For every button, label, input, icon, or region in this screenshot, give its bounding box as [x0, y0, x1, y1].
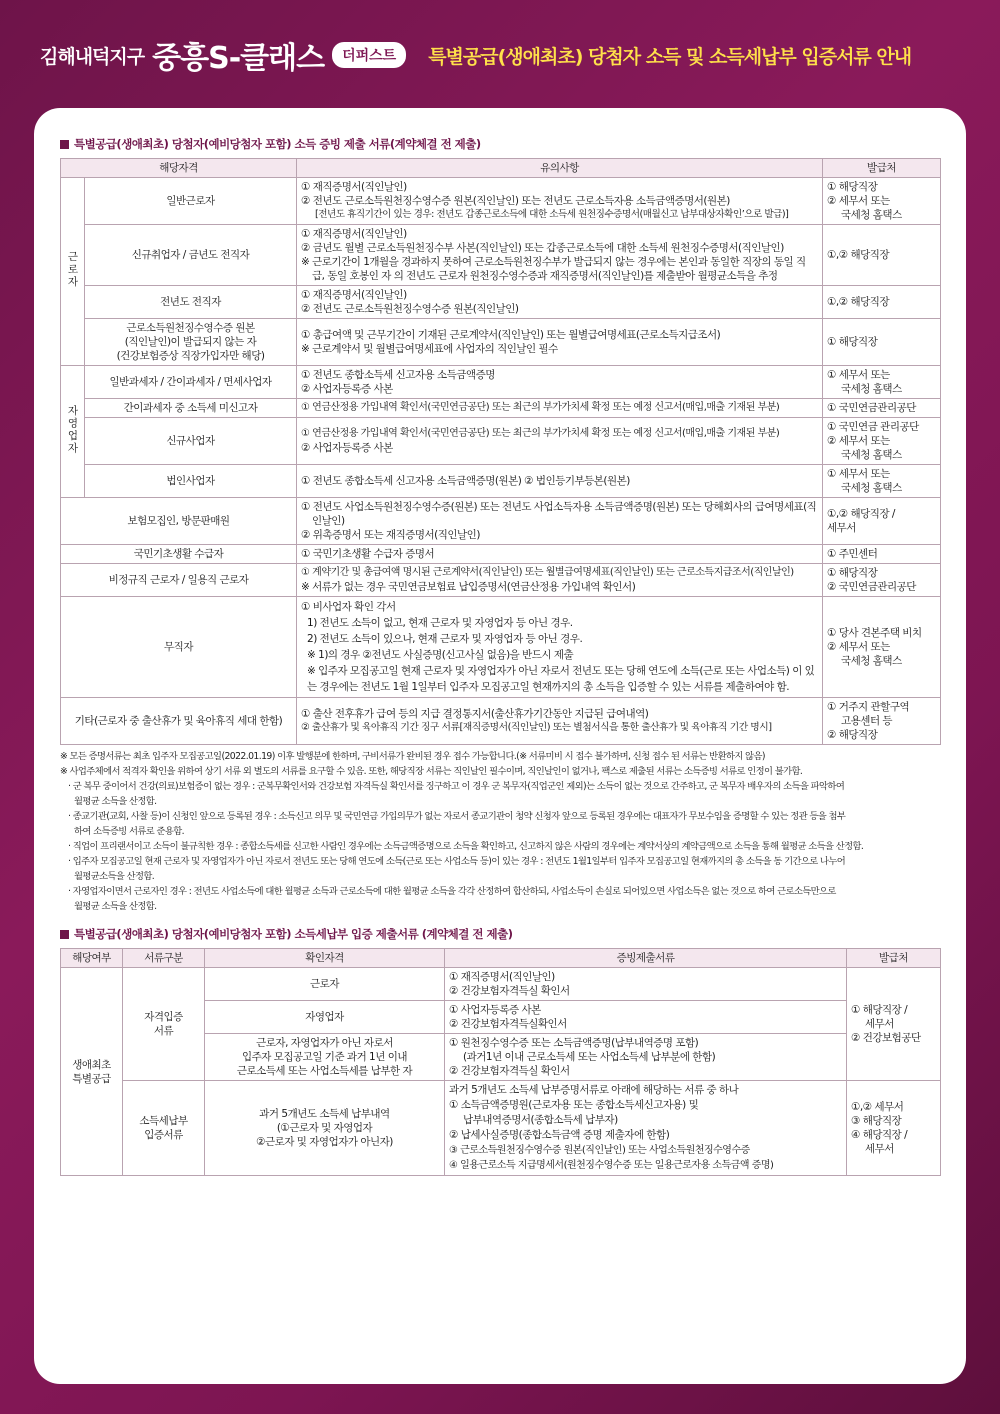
- notes-block: ※ 모든 증명서류는 최초 입주자 모집공고일(2022.01.19) 이후 발행분에 한하며, 구비서류가 완비된 경우 접수 가능합니다.(※ 서류미비 시 접수 불가하며, 신청 접수 된 서류는 반환하지 않음) ※ 사업주체에서 적격자 확인을 위하여 상기 서류 외 별도의 서류를 요구할 수 있음. 또한, 해당직장 서류는 직인날인 필수이며, 직인날인이 없거나, 팩스로 제출된 서류는 소득증빙 서류로 인정이 불가함. · 군 복무 중이어서 건강(의료)보험증이 없는 경우 : 군복무확인서와 건강보험 자격득실 확인서를 징구하고 이 경우 군 복무자(직업군인 제외)는 소득이 없는 것으로 간주하고, 군 복무자 배우자의 소득을 파악하여 월평균 소득을 산정함. · 종교기관(교회, 사찰 등)이 신청인 앞으로 등록된 경우 : 소득신고 의무 및 국민연금 가입의무가 없는 자로서 종교기관이 청약 신청자 앞으로 등록된 경우에는 대표자가 무보수임을 증명할 수 있는 정관 등을 첨부 하여 소득증빙 서류로 준용함. · 직업이 프리랜서이고 소득이 불규칙한 경우 : 종합소득세를 신고한 사람인 경우에는 소득금액증명으로 소득을 확인하고, 신고하지 않은 사람의 경우에는 계약서상의 계약금액으로 소득을 통해 월평균 소득을 산정함. · 입주자 모집공고일 현재 근로자 및 자영업자가 아닌 자로서 전년도 또는 당해 연도에 소득(근로 또는 사업소득 등)이 있는 경우 : 전년도 1월1일부터 입주자 모집공고일 현재까지의 총 소득을 동 기간으로 나누어 월평균소득을 산정함. · 자영업자이면서 근로자인 경우 : 전년도 사업소득에 대한 월평균 소득과 근로소득에 대한 월평균 소득을 각각 산정하여 합산하되, 사업소득이 손실로 되어있으면 사업소득은 없는 것으로 하여 근로소득만으로 월평균 소득을 산정함.: [60, 751, 864, 912]
- brand-badge: 더퍼스트: [332, 42, 406, 68]
- brand-name: 중흥S-클래스: [152, 41, 325, 76]
- table-row: 신규취업자 / 금년도 전직자 ① 재직증명서(직인날인) ② 금년도 월별 근로소득원천징수부 사본(직인날인) 또는 갑종근로소득에 대한 소득세 원천징수증명서(직인날인) ※ 근로기간이 1개월을 경과하지 못하여 근로소득원천징수부가 발급되지 않는 경우에는 본인과 동일한 직장의 동일 직급, 동일 호봉인 자 의 전년도 근로자 원천징수영수증과 재직증명서(직인날인)를 제출받아 월평균소득을 추정 ①,② 해당직장: [61, 225, 941, 286]
- section1-title: 특별공급(생애최초) 당첨자(예비당첨자 포함) 소득 증빙 제출 서류(계약체결 전 제출): [60, 136, 940, 152]
- table-row: 근로소득원천징수영수증 원본 (직인날인)이 발급되지 않는 자 (건강보험증상 직장가입자만 해당) ① 총급여액 및 근무기간이 기재된 근로계약서(직인날인) 또는 월별급여명세표(근로소득지급조서) ※ 근로계약서 및 월별급여명세표에 사업자의 직인날인 필수 ① 해당직장: [61, 319, 941, 366]
- table-row: 국민기초생활 수급자 ① 국민기초생활 수급자 증명서 ① 주민센터: [61, 545, 941, 564]
- table-row: 보험모집인, 방문판매원 ① 전년도 사업소득원천징수영수증(원본) 또는 전년도 사업소득자용 소득금액증명(원본) 또는 당해회사의 급여명세표(직인날인) ② 위촉증명서 또는 재직증명서(직인날인) ①,② 해당직장 / 세무서: [61, 498, 941, 545]
- header-notes: 유의사항: [297, 159, 823, 178]
- section2-title: 특별공급(생애최초) 당첨자(예비당첨자 포함) 소득세납부 입증 제출서류 (계약체결 전 제출): [60, 926, 940, 942]
- table-row: 무직자 ① 비사업자 확인 각서 1) 전년도 소득이 없고, 현재 근로자 및 자영업자 등 아닌 경우. 2) 전년도 소득이 있으나, 현재 근로자 및 자영업자 등 아닌 경우. ※ 1)의 경우 ②전년도 사실증명(신고사실 없음)을 반드시 제출 ※ 입주자 모집공고일 현재 근로자 및 자영업자가 아닌 자로서 전년도 또는 당해 연도에 소득(근로 또는 사업소득) 이 있는 경우에는 전년도 1월 1일부터 입주자 모집공고일 현재까지의 총 소득을 입증할 수 있는 서류를 제출하여야 함. ① 당사 견본주택 비치 ② 세무서 또는 국세청 홈택스: [61, 597, 941, 698]
- tax-docs-table: [60, 948, 941, 1176]
- page-title: 특별공급(생애최초) 당첨자 소득 및 소득세납부 입증서류 안내: [428, 45, 912, 68]
- table-row: 비정규직 근로자 / 일용직 근로자 ① 계약기간 및 총급여액 명시된 근로계약서(직인날인) 또는 월별급여명세표(직인날인) 또는 근로소득지급조서(직인날인) ※ 서류가 없는 경우 국민연금보험료 납입증명서(연금산정용 가입내역 확인서) ① 해당직장 ② 국민연금관리공단: [61, 564, 941, 597]
- group-worker: 근로자: [61, 178, 85, 366]
- table-row: 생애최초 특별공급 자격입증 서류 근로자 ① 재직증명서(직인날인) ② 건강보험자격득실 확인서 ① 해당직장 / 세무서 ② 건강보험공단: [61, 968, 941, 1001]
- table-row: 간이과세자 중 소득세 미신고자 ① 연금산정용 가입내역 확인서(국민연금공단) 또는 최근의 부가가치세 확정 또는 예정 신고서(매입,매출 기재된 부분) ① 국민연금관리공단: [61, 399, 941, 418]
- square-bullet-icon: [60, 140, 69, 149]
- table-row: 전년도 전직자 ① 재직증명서(직인날인) ② 전년도 근로소득원천징수영수증 원본(직인날인) ①,② 해당직장: [61, 286, 941, 319]
- header: [0, 0, 1000, 110]
- table-row: 근로자, 자영업자가 아닌 자로서 입주자 모집공고일 기준 과거 1년 이내 근로소득세 또는 사업소득세를 납부한 자 ① 원천징수영수증 또는 소득금액증명(납부내역증명 포함) (과거1년 이내 근로소득세 또는 사업소득세 납부분에 한함) ② 건강보험자격득실 확인서: [61, 1034, 941, 1081]
- brand-location: 김해내덕지구: [40, 45, 145, 68]
- square-bullet-icon: [60, 930, 69, 939]
- content-card: [34, 108, 966, 1384]
- table-row: 자영업자 일반과세자 / 간이과세자 / 면세사업자 ① 전년도 종합소득세 신고자용 소득금액증명 ② 사업자등록증 사본 ① 세무서 또는 국세청 홈택스: [61, 366, 941, 399]
- group-self-employed: 자영업자: [61, 366, 85, 498]
- table-row: 자영업자 ① 사업자등록증 사본 ② 건강보험자격득실확인서: [61, 1001, 941, 1034]
- table-header-row: [61, 159, 941, 178]
- table-row: 법인사업자 ① 전년도 종합소득세 신고자용 소득금액증명(원본) ② 법인등기부등본(원본) ① 세무서 또는 국세청 홈택스: [61, 465, 941, 498]
- table-row: 근로자 일반근로자 ① 재직증명서(직인날인) ② 전년도 근로소득원천징수영수증 원본(직인날인) 또는 전년도 근로소득자용 소득금액증명서(원본) [전년도 휴직기간이 있는 경우: 전년도 갑종근로소득에 대한 소득세 원천징수증명서(매월신고 납부대상자확인’으로 발급)] ① 해당직장 ② 세무서 또는 국세청 홈택스: [61, 178, 941, 225]
- table-row: 신규사업자 ① 연금산정용 가입내역 확인서(국민연금공단) 또는 최근의 부가가치세 확정 또는 예정 신고서(매입,매출 기재된 부분) ② 사업자등록증 사본 ① 국민연금 관리공단 ② 세무서 또는 국세청 홈택스: [61, 418, 941, 465]
- table-header-row: 해당여부 서류구분 확인자격 증빙제출서류 발급처: [61, 949, 941, 968]
- table-row: 소득세납부 입증서류 과거 5개년도 소득세 납부내역 (①근로자 및 자영업자 ②근로자 및 자영업자가 아닌자) 과거 5개년도 소득세 납부증명서류로 아래에 해당하는 서류 중 하나 ① 소득금액증명원(근로자용 또는 종합소득세신고자용) 및 납부내역증명서(종합소득세 납부자) ② 납세사실증명(종합소득금액 증명 제출자에 한함) ③ 근로소득원천징수영수증 원본(직인날인) 또는 사업소득원천징수영수증 ④ 일용근로소득 지급명세서(원천징수영수증 또는 일용근로자용 소득금액 증명) ①,② 세무서 ③ 해당직장 ④ 해당직장 / 세무서: [61, 1081, 941, 1176]
- table-row: 기타(근로자 중 출산휴가 및 육아휴직 세대 한함) ① 출산 전후휴가 급여 등의 지급 결정통지서(출산휴가기간동안 지급된 급여내역) ② 출산휴가 및 육아휴직 기간 징구 서류[재직증명서(직인날인) 또는 별첨서식을 통한 출산휴가 및 육아휴직 기간 명시] ① 거주지 관할구역 고용센터 등 ② 해당직장: [61, 698, 941, 745]
- header-target: 해당자격: [61, 159, 297, 178]
- income-docs-table: [60, 158, 941, 745]
- header-issuer: 발급처: [823, 159, 941, 178]
